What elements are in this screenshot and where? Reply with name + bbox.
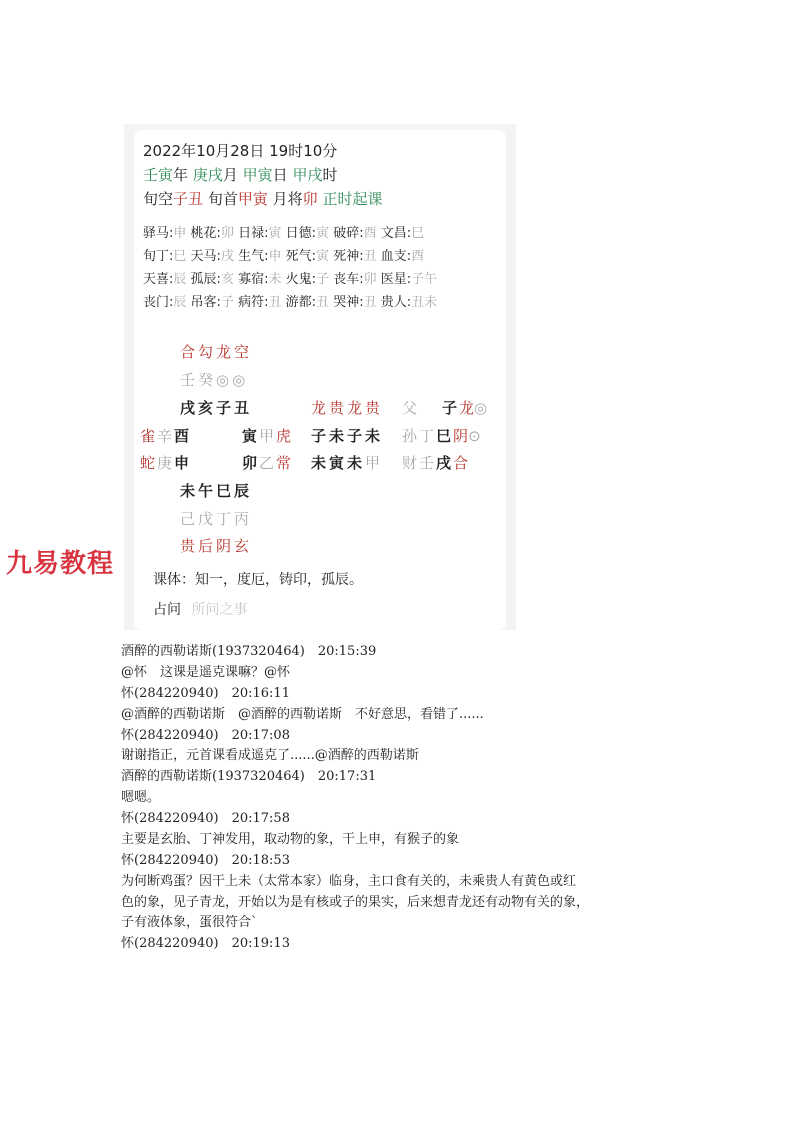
left-zhi: 申: [174, 454, 190, 472]
chat-line: 子有液体象，蛋很符合`: [121, 915, 258, 930]
sike-zhi: 未: [347, 454, 366, 472]
shensha-value: 子: [220, 295, 234, 310]
right-gan: 甲: [259, 427, 275, 445]
mark-icon: ⊙: [468, 427, 481, 445]
card-panel: [134, 130, 506, 630]
left-row-shen: [140, 452, 189, 473]
sike-gan: 甲: [365, 454, 384, 472]
sike-bottom: [311, 452, 383, 473]
hour-unit: 时: [322, 166, 338, 184]
shensha-key: 旬丁:: [143, 249, 174, 264]
shensha-key: 死气:: [285, 249, 317, 264]
shensha-value: 酉: [411, 249, 425, 264]
sanchuan-zhong: [402, 425, 481, 446]
chat-line: 嗯嗯。: [121, 790, 161, 805]
right-zhi: 卯: [242, 454, 258, 472]
shensha-value: 卯: [220, 226, 234, 241]
shensha-key: 日禄:: [238, 226, 269, 241]
chat-line: @怀 这课是遥克课嘛？@怀: [121, 665, 291, 680]
watermark-logo: 九易教程: [6, 549, 115, 579]
sike-top-zhi: [311, 425, 383, 446]
shensha-value: 辰: [173, 295, 187, 310]
sanchuan-gan: 丁: [419, 427, 435, 445]
sanchuan-jiang: 合: [453, 454, 469, 472]
sike-zhi: 未: [365, 427, 384, 445]
datetime: 2022年10月28日 19时10分: [143, 142, 338, 160]
left-row-you: [140, 425, 189, 446]
xunshou-label: 旬首: [207, 190, 238, 208]
bottom-gan: 己戊丁丙: [180, 510, 253, 528]
sike-zhi: 寅: [329, 454, 348, 472]
shensha-table: [143, 222, 437, 314]
xunkong-value: 子丑: [173, 190, 204, 208]
shensha-value: 寅: [316, 249, 330, 264]
shensha-value: 申: [268, 249, 282, 264]
shensha-value: 丑: [316, 295, 330, 310]
shensha-key: 天马:: [190, 249, 221, 264]
shensha-key: 破碎:: [333, 226, 364, 241]
month-unit: 月: [222, 166, 238, 184]
chat-line: 怀(284220940) 20:19:13: [121, 936, 290, 951]
shensha-value: 酉: [363, 226, 377, 241]
chat-line: 谢谢指正，元首课看成遥克了......@酒醉的西勒诺斯: [121, 748, 419, 763]
shensha-value: 子午: [411, 272, 438, 287]
shensha-value: 丑未: [411, 295, 438, 310]
zhanwen-label: 占问: [153, 602, 181, 618]
shensha-key: 医星:: [380, 272, 412, 287]
sike-jiang-item: 龙: [347, 399, 366, 417]
shensha-key: 游都:: [285, 295, 317, 310]
shensha-key: 孤辰:: [190, 272, 221, 287]
sike-jiang-item: 贵: [365, 399, 384, 417]
shensha-value: 巳: [173, 249, 187, 264]
sike-zhi: 未: [329, 427, 348, 445]
shensha-row: [143, 222, 437, 245]
chat-line: 酒醉的西勒诺斯(1937320464) 20:17:31: [121, 769, 377, 784]
chat-line: 怀(284220940) 20:18:53: [121, 853, 290, 868]
shensha-value: 辰: [173, 272, 187, 287]
shensha-key: 天喜:: [143, 272, 174, 287]
sike-jiang: [311, 397, 383, 418]
chat-line: 色的象，见子青龙，开始以为是有核或子的果实，后来想青龙还有动物有关的象，: [121, 895, 590, 910]
shensha-value: 巳: [411, 226, 425, 241]
year-unit: 年: [173, 166, 189, 184]
shensha-key: 病符:: [238, 295, 269, 310]
sanchuan-jiang: 阴: [453, 427, 469, 445]
top-gan: 壬癸◎◎: [180, 371, 249, 389]
shensha-value: 子: [316, 272, 330, 287]
chat-line: 怀(284220940) 20:17:58: [121, 811, 290, 826]
shensha-key: 丧门:: [143, 295, 174, 310]
shensha-value: 戌: [220, 249, 234, 264]
shensha-key: 死神:: [333, 249, 364, 264]
chat-line: 主要是玄胎、丁神发用，取动物的象，干上申，有猴子的象: [121, 832, 460, 847]
left-gan: 庚: [157, 454, 173, 472]
month-ganzhi: 庚戌: [192, 166, 223, 184]
shensha-row: [143, 245, 437, 268]
sanchuan-zhi: 戌: [436, 454, 452, 472]
ganzhi-line: [143, 164, 337, 185]
shensha-value: 卯: [363, 272, 377, 287]
sanchuan-gan: 壬: [419, 454, 435, 472]
sanchuan-mo: [402, 452, 468, 473]
right-row-yin: [242, 425, 291, 446]
sike-jiang-item: 龙: [311, 399, 330, 417]
xunshou-value: 甲寅: [237, 190, 268, 208]
shensha-key: 火鬼:: [285, 272, 317, 287]
keti-summary: 课体：知一，度厄，铸印，孤辰。: [153, 572, 363, 588]
sike-zhi: 子: [347, 427, 366, 445]
shensha-key: 哭神:: [333, 295, 364, 310]
shensha-value: 寅: [316, 226, 330, 241]
sike-jiang-item: 贵: [329, 399, 348, 417]
left-zhi: 酉: [174, 427, 190, 445]
shensha-key: 吊客:: [190, 295, 221, 310]
xunkong-line: [143, 188, 382, 209]
top-jiang: 合勾龙空: [180, 343, 253, 361]
shensha-value: 寅: [268, 226, 282, 241]
shensha-key: 日德:: [285, 226, 317, 241]
sanchuan-liuqin: 孙: [402, 427, 418, 445]
shensha-row: [143, 268, 437, 291]
zhanwen-input[interactable]: 所问之事: [191, 602, 248, 618]
kong-mark-icon: ◎: [474, 399, 488, 417]
sanchuan-chu: [402, 397, 487, 418]
zhanwen-row: [153, 599, 247, 619]
yuejiang-label: 月将: [272, 190, 303, 208]
shensha-key: 丧车:: [333, 272, 364, 287]
chat-line: 怀(284220940) 20:16:11: [121, 686, 290, 701]
chat-line: @酒醉的西勒诺斯 @酒醉的西勒诺斯 不好意思，看错了......: [121, 707, 484, 722]
xunkong-label: 旬空: [143, 190, 174, 208]
sanchuan-liuqin: 财: [402, 454, 418, 472]
shensha-key: 寡宿:: [238, 272, 269, 287]
left-jiang: 雀: [140, 427, 156, 445]
shensha-value: 未: [268, 272, 282, 287]
hour-ganzhi: 甲戌: [292, 166, 323, 184]
yuejiang-value: 卯: [302, 190, 318, 208]
chat-line: 为何断鸡蛋？因干上未（太常本家）临身，主口食有关的，未乘贵人有黄色或红: [121, 874, 577, 889]
shensha-key: 驿马:: [143, 226, 174, 241]
chat-line: 酒醉的西勒诺斯(1937320464) 20:15:39: [121, 644, 377, 659]
shensha-key: 贵人:: [380, 295, 412, 310]
chat-line: 怀(284220940) 20:17:08: [121, 728, 290, 743]
sanchuan-jiang: 龙: [459, 399, 475, 417]
right-gan: 乙: [259, 454, 275, 472]
sanchuan-liuqin: 父: [402, 399, 418, 417]
shensha-value: 丑: [363, 295, 377, 310]
bottom-zhi: 未午巳辰: [180, 482, 253, 500]
divination-card: [124, 124, 516, 630]
right-jiang: 虎: [276, 427, 292, 445]
shensha-key: 桃花:: [190, 226, 221, 241]
shensha-value: 丑: [268, 295, 282, 310]
left-gan: 辛: [157, 427, 173, 445]
bottom-jiang: 贵后阴玄: [180, 537, 253, 555]
shensha-key: 血支:: [380, 249, 412, 264]
shensha-value: 申: [173, 226, 187, 241]
right-row-mao: [242, 452, 291, 473]
shensha-value: 丑: [363, 249, 377, 264]
left-jiang: 蛇: [140, 454, 156, 472]
year-ganzhi: 壬寅: [143, 166, 174, 184]
day-ganzhi: 甲寅: [242, 166, 273, 184]
shensha-value: 亥: [220, 272, 234, 287]
shensha-key: 文昌:: [380, 226, 412, 241]
shensha-row: [143, 291, 437, 314]
day-unit: 日: [272, 166, 288, 184]
sike-zhi: 未: [311, 454, 330, 472]
top-zhi: 戌亥子丑: [180, 399, 253, 417]
method-label: 正时起课: [322, 190, 383, 208]
sike-zhi: 子: [311, 427, 330, 445]
sanchuan-zhi: 子: [442, 399, 458, 417]
sanchuan-zhi: 巳: [436, 427, 452, 445]
right-zhi: 寅: [242, 427, 258, 445]
shensha-key: 生气:: [238, 249, 269, 264]
right-jiang: 常: [276, 454, 292, 472]
